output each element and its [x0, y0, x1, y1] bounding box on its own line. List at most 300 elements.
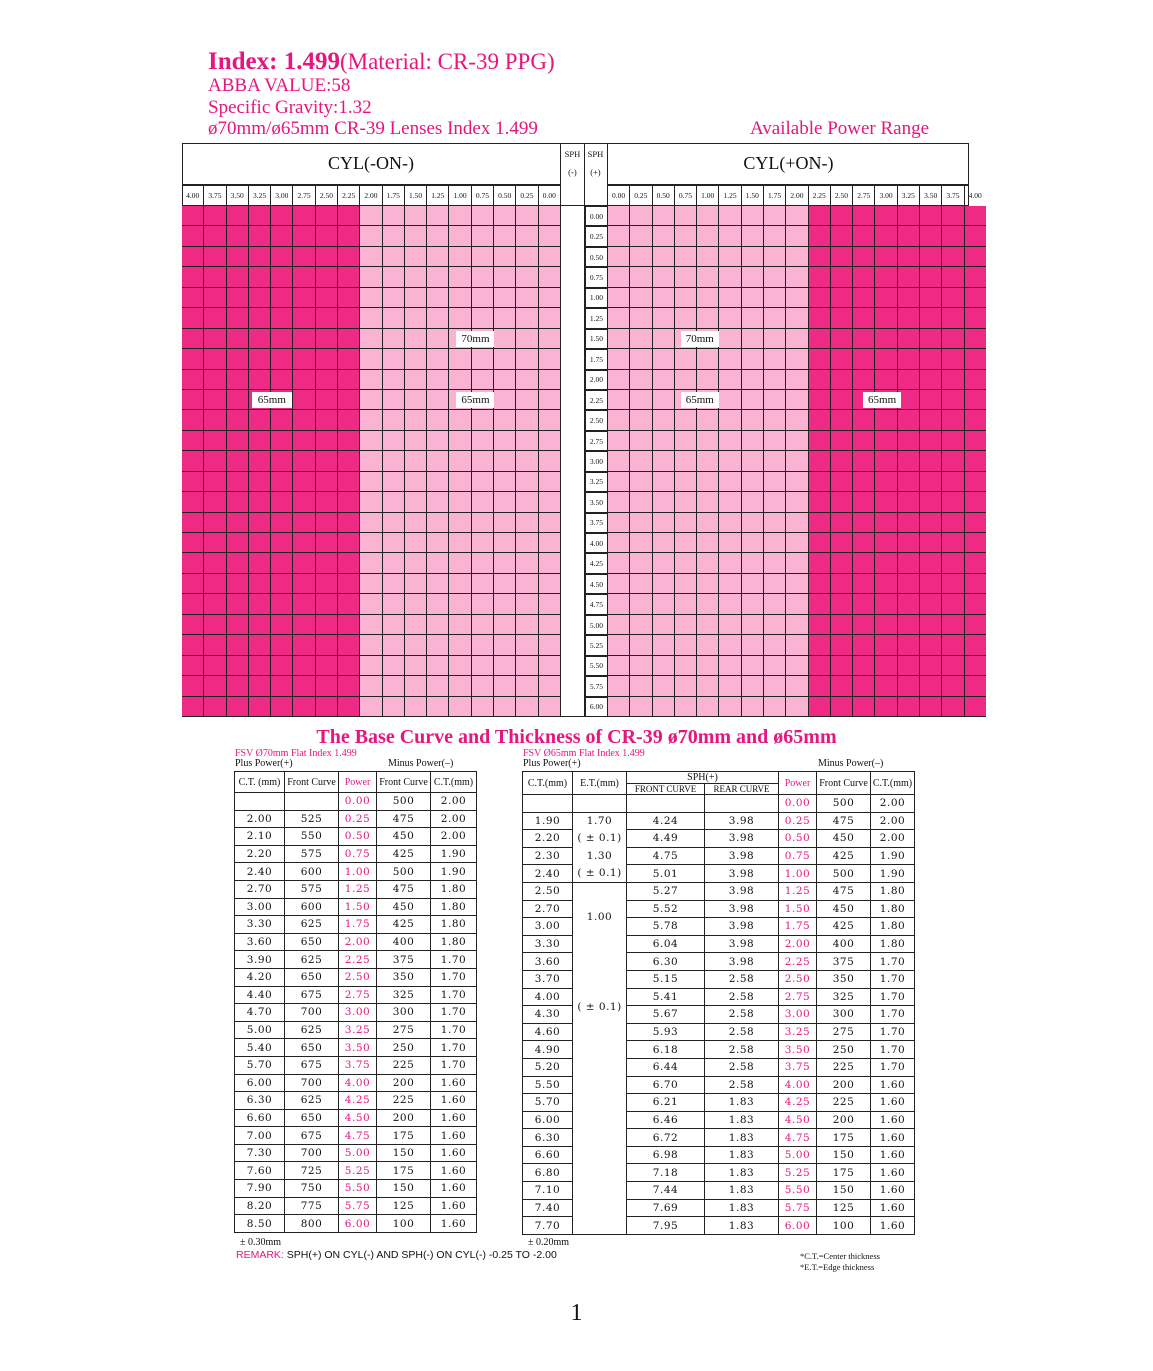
table-cell: 6.80	[523, 1164, 573, 1182]
grid-cell	[763, 513, 785, 533]
grid-cell	[539, 594, 561, 614]
grid-cell	[316, 533, 338, 553]
grid-cell	[427, 308, 449, 328]
grid-cell	[338, 492, 360, 512]
grid-cell	[338, 349, 360, 369]
grid-cell	[674, 533, 696, 553]
grid-cell	[360, 533, 382, 553]
table-cell: 175	[377, 1127, 431, 1145]
grid-cell	[405, 574, 427, 594]
table-cell: 8.20	[235, 1197, 285, 1215]
cyl-minus-col-header: 1.75	[383, 186, 405, 205]
sph-row-label: 2.75	[585, 431, 607, 451]
table-cell: 675	[285, 1056, 339, 1074]
table-cell: 8.50	[235, 1215, 285, 1233]
grid-cell	[338, 553, 360, 573]
grid-cell	[539, 697, 561, 717]
table-cell: 2.25	[779, 953, 817, 971]
grid-cell	[449, 451, 471, 471]
grid-cell	[874, 308, 896, 328]
grid-cell	[629, 513, 651, 533]
grid-cell	[897, 410, 919, 430]
table-cell: 1.60	[431, 1197, 477, 1215]
grid-cell	[718, 533, 740, 553]
grid-cell	[852, 635, 874, 655]
grid-cell	[897, 697, 919, 717]
grid-cell	[405, 553, 427, 573]
grid-cell	[874, 574, 896, 594]
table-cell: 1.60	[431, 1127, 477, 1145]
grid-cell	[629, 676, 651, 696]
grid-cell	[785, 697, 807, 717]
minus-65mm-light-label: 65mm	[456, 392, 494, 408]
table-cell: SPH(+)	[627, 772, 779, 784]
grid-cell	[964, 410, 986, 430]
grid-cell	[360, 697, 382, 717]
grid-cell	[785, 410, 807, 430]
grid-cell	[494, 635, 516, 655]
grid-cell	[830, 390, 852, 410]
table-cell: Front Curve	[285, 772, 339, 793]
grid-cell	[494, 206, 516, 226]
grid-cell	[539, 635, 561, 655]
grid-cell	[718, 451, 740, 471]
grid-cell	[629, 615, 651, 635]
cyl-minus-title: CYL(-ON-)	[182, 143, 561, 185]
grid-cell	[449, 676, 471, 696]
grid-cell	[383, 410, 405, 430]
grid-cell	[897, 513, 919, 533]
grid-cell	[539, 349, 561, 369]
grid-cell	[249, 329, 271, 349]
grid-cell	[338, 656, 360, 676]
left-thickness-table	[234, 771, 477, 1233]
grid-cell	[941, 594, 963, 614]
grid-cell	[607, 574, 629, 594]
sph-row-label: 1.00	[585, 288, 607, 308]
grid-cell	[874, 635, 896, 655]
grid-cell	[427, 410, 449, 430]
grid-cell	[427, 635, 449, 655]
grid-cell	[383, 370, 405, 390]
table-cell: 5.50	[523, 1076, 573, 1094]
grid-cell	[539, 533, 561, 553]
grid-cell	[808, 553, 830, 573]
grid-cell	[227, 267, 249, 287]
grid-cell	[182, 226, 204, 246]
table-cell: 1.83	[705, 1146, 779, 1164]
grid-cell	[785, 349, 807, 369]
grid-cell	[449, 431, 471, 451]
grid-cell	[964, 492, 986, 512]
grid-cell	[449, 553, 471, 573]
table-cell: 3.00	[235, 898, 285, 916]
table-header-row	[235, 772, 477, 793]
table-row	[235, 1004, 477, 1022]
table-cell: 7.70	[523, 1217, 573, 1235]
table-cell: 1.60	[871, 1146, 915, 1164]
table-cell: 1.70	[871, 1006, 915, 1024]
grid-cell	[852, 349, 874, 369]
grid-cell	[360, 370, 382, 390]
grid-cell	[941, 226, 963, 246]
grid-cell	[830, 349, 852, 369]
grid-cell	[919, 288, 941, 308]
grid-cell	[897, 267, 919, 287]
table-cell: 800	[285, 1215, 339, 1233]
table-cell: E.T.(mm)	[573, 772, 627, 795]
grid-cell	[629, 697, 651, 717]
grid-cell	[607, 370, 629, 390]
grid-cell	[785, 308, 807, 328]
grid-cell	[204, 533, 226, 553]
grid-cell	[494, 676, 516, 696]
grid-cell	[539, 308, 561, 328]
sph-minus-label: SPH	[564, 149, 581, 159]
table-cell: 1.30	[573, 847, 627, 865]
table-cell: 4.25	[339, 1092, 377, 1110]
grid-cell	[383, 697, 405, 717]
table-cell: 1.25	[339, 880, 377, 898]
grid-cell	[852, 410, 874, 430]
table-cell: 1.50	[779, 900, 817, 918]
grid-cell	[539, 574, 561, 594]
grid-cell	[874, 697, 896, 717]
grid-cell	[383, 472, 405, 492]
cyl-plus-col-header: 1.50	[741, 186, 763, 205]
table-cell: 1.60	[431, 1074, 477, 1092]
table-cell: 300	[377, 1004, 431, 1022]
table-cell: 225	[377, 1056, 431, 1074]
grid-cell	[516, 574, 538, 594]
grid-cell	[182, 513, 204, 533]
cyl-plus-col-header: 0.25	[629, 186, 651, 205]
table-cell: 125	[817, 1199, 871, 1217]
grid-cell	[629, 472, 651, 492]
grid-cell	[808, 226, 830, 246]
left-tolerance: ± 0.30mm	[240, 1237, 282, 1248]
grid-cell	[360, 288, 382, 308]
grid-cell	[718, 635, 740, 655]
table-cell: 1.80	[871, 935, 915, 953]
grid-cell	[808, 308, 830, 328]
grid-cell	[516, 288, 538, 308]
table-row	[235, 951, 477, 969]
table-cell: 5.27	[627, 882, 705, 900]
table-cell: 2.75	[779, 988, 817, 1006]
grid-cell	[808, 267, 830, 287]
table-cell: 1.60	[871, 1111, 915, 1129]
table-cell: 6.70	[627, 1076, 705, 1094]
grid-cell	[763, 308, 785, 328]
grid-cell	[718, 329, 740, 349]
table-cell: 475	[817, 882, 871, 900]
table-cell: 3.98	[705, 830, 779, 848]
grid-cell	[516, 308, 538, 328]
grid-cell	[316, 676, 338, 696]
table-cell: 3.30	[235, 916, 285, 934]
grid-cell	[629, 349, 651, 369]
grid-cell	[271, 676, 293, 696]
grid-cell	[785, 676, 807, 696]
grid-cell	[227, 574, 249, 594]
grid-cell	[316, 308, 338, 328]
grid-cell	[249, 410, 271, 430]
table-cell: 4.20	[235, 968, 285, 986]
table-cell: 525	[285, 810, 339, 828]
grid-cell	[763, 349, 785, 369]
index-label: Index: 1.499	[208, 48, 340, 75]
sph-row-label: 1.25	[585, 308, 607, 328]
grid-cell	[472, 635, 494, 655]
table-row	[235, 1074, 477, 1092]
table-cell: C.T.(mm)	[523, 772, 573, 795]
grid-cell	[741, 410, 763, 430]
table-cell: 3.98	[705, 918, 779, 936]
grid-cell	[227, 247, 249, 267]
table-cell	[573, 882, 627, 1234]
grid-cell	[293, 615, 315, 635]
table-cell: 7.44	[627, 1182, 705, 1200]
grid-cell	[227, 329, 249, 349]
table-cell: 450	[817, 830, 871, 848]
table-cell: 7.10	[523, 1182, 573, 1200]
table-cell: 5.70	[523, 1094, 573, 1112]
grid-cell	[427, 513, 449, 533]
grid-cell	[539, 553, 561, 573]
grid-cell	[919, 329, 941, 349]
grid-cell	[718, 676, 740, 696]
grid-cell	[607, 472, 629, 492]
table-cell: 475	[377, 810, 431, 828]
table-cell: 6.18	[627, 1041, 705, 1059]
sph-row-label: 1.75	[585, 349, 607, 369]
table-cell: 5.93	[627, 1023, 705, 1041]
grid-cell	[941, 267, 963, 287]
grid-cell	[472, 553, 494, 573]
grid-cell	[494, 288, 516, 308]
grid-cell	[316, 574, 338, 594]
grid-cell	[785, 370, 807, 390]
table-cell	[285, 793, 339, 811]
table-row	[235, 1127, 477, 1145]
grid-cell	[763, 410, 785, 430]
table-cell: 1.90	[871, 865, 915, 883]
grid-cell	[607, 226, 629, 246]
cyl-minus-col-header: 2.25	[338, 186, 360, 205]
grid-cell	[449, 308, 471, 328]
grid-cell	[472, 308, 494, 328]
grid-cell	[204, 594, 226, 614]
table-cell: 4.00	[339, 1074, 377, 1092]
grid-cell	[652, 594, 674, 614]
grid-cell	[629, 492, 651, 512]
table-cell: 0.75	[339, 845, 377, 863]
grid-cell	[874, 553, 896, 573]
table-cell: 150	[377, 1180, 431, 1198]
grid-cell	[494, 697, 516, 717]
grid-cell	[360, 431, 382, 451]
grid-cell	[607, 390, 629, 410]
grid-cell	[338, 451, 360, 471]
grid-cell	[852, 267, 874, 287]
table-cell: 1.70	[871, 1023, 915, 1041]
table-row	[523, 830, 915, 848]
cyl-plus-col-header: 3.00	[874, 186, 896, 205]
grid-cell	[516, 226, 538, 246]
grid-cell	[674, 676, 696, 696]
grid-cell	[227, 615, 249, 635]
grid-cell	[785, 615, 807, 635]
grid-cell	[919, 594, 941, 614]
grid-cell	[718, 226, 740, 246]
grid-cell	[830, 370, 852, 390]
table-cell: 0.00	[339, 793, 377, 811]
table-cell: 6.60	[523, 1146, 573, 1164]
table-cell: 1.80	[871, 900, 915, 918]
grid-cell	[472, 288, 494, 308]
grid-cell	[874, 410, 896, 430]
grid-cell	[360, 410, 382, 430]
grid-cell	[427, 574, 449, 594]
grid-cell	[830, 533, 852, 553]
grid-cell	[360, 553, 382, 573]
cyl-plus-col-header: 0.75	[674, 186, 696, 205]
grid-cell	[227, 390, 249, 410]
grid-cell	[718, 267, 740, 287]
grid-cell	[763, 288, 785, 308]
remark-text: SPH(+) ON CYL(-) AND SPH(-) ON CYL(-) -0.25 TO -2.00	[283, 1249, 557, 1261]
cyl-plus-col-header: 4.00	[964, 186, 986, 205]
grid-cell	[427, 697, 449, 717]
sph-minus-sign: (-)	[568, 167, 577, 177]
grid-cell	[293, 574, 315, 594]
grid-cell	[941, 410, 963, 430]
table-cell: 1.80	[871, 918, 915, 936]
grid-cell	[785, 472, 807, 492]
grid-cell	[516, 370, 538, 390]
grid-cell	[227, 451, 249, 471]
grid-cell	[629, 267, 651, 287]
grid-cell	[830, 431, 852, 451]
grid-cell	[405, 615, 427, 635]
grid-cell	[830, 472, 852, 492]
cyl-minus-col-header: 4.00	[182, 186, 204, 205]
grid-cell	[293, 410, 315, 430]
grid-cell	[874, 472, 896, 492]
grid-cell	[271, 308, 293, 328]
table-cell: 1.83	[705, 1199, 779, 1217]
grid-cell	[830, 676, 852, 696]
grid-cell	[539, 431, 561, 451]
grid-cell	[539, 513, 561, 533]
grid-cell	[652, 247, 674, 267]
grid-cell	[785, 451, 807, 471]
grid-cell	[741, 206, 763, 226]
grid-cell	[808, 594, 830, 614]
grid-cell	[629, 370, 651, 390]
table-cell: 1.83	[705, 1164, 779, 1182]
grid-cell	[182, 594, 204, 614]
grid-cell	[741, 574, 763, 594]
table-row	[235, 1197, 477, 1215]
grid-cell	[941, 615, 963, 635]
table-row	[235, 1039, 477, 1057]
table-row	[235, 1092, 477, 1110]
table-cell: 2.40	[523, 865, 573, 883]
table-cell: 6.00	[339, 1215, 377, 1233]
grid-cell	[652, 329, 674, 349]
grid-cell	[338, 594, 360, 614]
grid-cell	[629, 226, 651, 246]
table-cell: 325	[817, 988, 871, 1006]
grid-cell	[874, 656, 896, 676]
grid-cell	[271, 574, 293, 594]
grid-cell	[539, 451, 561, 471]
grid-cell	[472, 533, 494, 553]
grid-cell	[919, 635, 941, 655]
table-cell	[705, 795, 779, 813]
cyl-plus-col-header: 3.50	[919, 186, 941, 205]
table-cell: 3.25	[339, 1021, 377, 1039]
table-row	[235, 845, 477, 863]
grid-cell	[919, 410, 941, 430]
grid-cell	[449, 615, 471, 635]
grid-cell	[383, 288, 405, 308]
table-cell	[235, 793, 285, 811]
grid-cell	[227, 553, 249, 573]
table-cell: 1.80	[871, 882, 915, 900]
grid-cell	[629, 390, 651, 410]
grid-cell	[964, 635, 986, 655]
grid-cell	[607, 308, 629, 328]
grid-cell	[607, 267, 629, 287]
grid-cell	[874, 594, 896, 614]
grid-cell	[182, 390, 204, 410]
grid-cell	[629, 656, 651, 676]
table-cell: 675	[285, 986, 339, 1004]
grid-cell	[919, 308, 941, 328]
remark	[236, 1249, 557, 1261]
grid-cell	[427, 472, 449, 492]
table-cell: 5.25	[339, 1162, 377, 1180]
grid-cell	[763, 594, 785, 614]
table-cell: 6.44	[627, 1058, 705, 1076]
table-cell: 1.70	[431, 1056, 477, 1074]
grid-cell	[652, 635, 674, 655]
grid-cell	[919, 533, 941, 553]
grid-cell	[629, 288, 651, 308]
table-cell: 500	[377, 863, 431, 881]
grid-cell	[405, 410, 427, 430]
grid-cell	[494, 410, 516, 430]
table-cell: 2.00	[431, 793, 477, 811]
grid-cell	[249, 206, 271, 226]
grid-cell	[204, 574, 226, 594]
grid-cell	[718, 492, 740, 512]
grid-cell	[652, 615, 674, 635]
grid-cell	[227, 513, 249, 533]
grid-cell	[449, 492, 471, 512]
grid-cell	[249, 676, 271, 696]
grid-cell	[427, 226, 449, 246]
table-cell: 3.50	[779, 1041, 817, 1059]
table-cell: 2.58	[705, 1023, 779, 1041]
table-cell: 500	[377, 793, 431, 811]
grid-cell	[271, 349, 293, 369]
grid-cell	[741, 247, 763, 267]
table-cell: 1.60	[431, 1215, 477, 1233]
